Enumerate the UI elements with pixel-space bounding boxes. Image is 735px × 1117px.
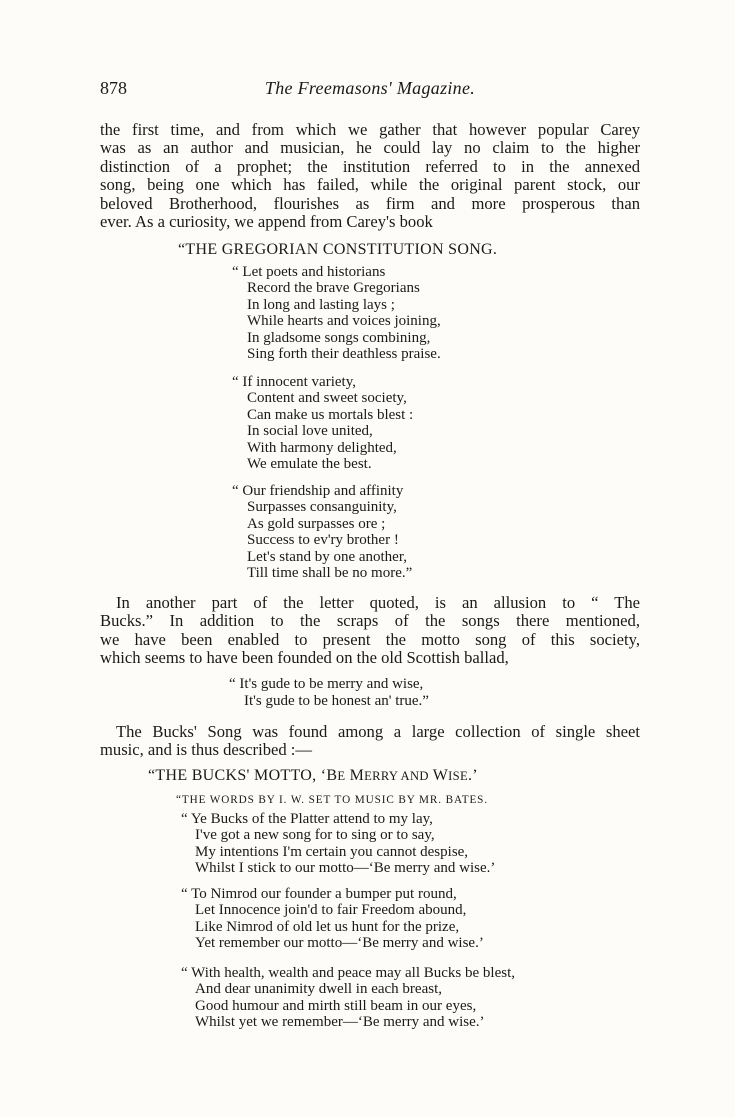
song-description-paragraph bbox=[100, 723, 640, 760]
text-line: song, being one which has failed, while the original parent stock, our bbox=[100, 175, 640, 195]
verse-line: “ Our friendship and affinity bbox=[232, 483, 404, 499]
verse-line: Good humour and mirth still beam in our eyes, bbox=[195, 997, 477, 1014]
verse-line: Surpasses consanguinity, bbox=[247, 499, 397, 516]
verse-line: Let's stand by one another, bbox=[247, 548, 407, 565]
verse-line: And dear unanimity dwell in each breast, bbox=[195, 981, 443, 998]
text-line: the first time, and from which we gather that however popular Carey bbox=[100, 120, 640, 139]
verse-line: With harmony delighted, bbox=[247, 439, 397, 456]
verse-line: “ Let poets and historians bbox=[232, 264, 386, 280]
verse-line: In long and lasting lays ; bbox=[247, 296, 395, 313]
verse-line: I've got a new song for to sing or to say, bbox=[195, 827, 435, 844]
verse-line: Success to ev'ry brother ! bbox=[247, 532, 399, 549]
verse-line: “ Ye Bucks of the Platter attend to my lay, bbox=[181, 811, 433, 827]
verse-line: It's gude to be honest an' true.” bbox=[244, 693, 429, 709]
bucks-stanza-1 bbox=[181, 811, 495, 877]
verse-line: Can make us mortals blest : bbox=[247, 406, 414, 423]
verse-line: Record the brave Gregorians bbox=[247, 280, 420, 297]
text-line: distinction of a prophet; the institution referred to in the annexed bbox=[100, 156, 640, 176]
verse-line: Sing forth their deathless praise. bbox=[247, 346, 441, 363]
text-line: ever. As a curiosity, we append from Carey's book bbox=[100, 212, 433, 232]
scottish-ballad-quote bbox=[229, 676, 429, 710]
verse-line: “ It's gude to be merry and wise, bbox=[229, 676, 424, 692]
text-line: In another part of the letter quoted, is an allusion to “ The bbox=[116, 593, 640, 612]
verse-line: “ With health, wealth and peace may all Bucks be blest, bbox=[181, 965, 516, 981]
verse-line: My intentions I'm certain you cannot despise, bbox=[195, 843, 469, 860]
text-line: music, and is thus described :— bbox=[100, 740, 312, 760]
song-credits: “THE WORDS BY I. W. SET TO MUSIC BY MR. BATES. bbox=[176, 794, 489, 806]
verse-line: Like Nimrod of old let us hunt for the prize, bbox=[195, 918, 460, 935]
bucks-stanza-3 bbox=[181, 965, 515, 1031]
bucks-motto-title: “THE BUCKS' MOTTO, ‘BE MERRY AND WISE.’ bbox=[148, 767, 478, 784]
gregorian-song-title: “THE GREGORIAN CONSTITUTION SONG. bbox=[178, 241, 498, 258]
bucks-paragraph bbox=[100, 594, 640, 668]
verse-line: Whilst yet we remember—‘Be merry and wise.’ bbox=[195, 1014, 485, 1031]
gregorian-stanza-2 bbox=[232, 374, 413, 472]
gregorian-stanza-3 bbox=[232, 483, 412, 581]
text-line: beloved Brotherhood, flourishes as firm and more prosperous than bbox=[100, 193, 640, 213]
verse-line: Let Innocence join'd to fair Freedom abound, bbox=[195, 902, 467, 919]
verse-line: In gladsome songs combining, bbox=[247, 329, 431, 346]
verse-line: Whilst I stick to our motto—‘Be merry and wise.’ bbox=[195, 860, 496, 877]
verse-line: Till time shall be no more.” bbox=[247, 565, 413, 582]
verse-line: While hearts and voices joining, bbox=[247, 313, 441, 330]
text-line: which seems to have been founded on the old Scottish ballad, bbox=[100, 648, 509, 668]
gregorian-stanza-1 bbox=[232, 264, 441, 362]
intro-paragraph bbox=[100, 121, 640, 231]
page-number: 878 bbox=[100, 78, 127, 98]
bucks-stanza-2 bbox=[181, 886, 484, 952]
page-header bbox=[100, 78, 640, 102]
verse-line: “ To Nimrod our founder a bumper put round, bbox=[181, 886, 457, 902]
verse-line: Content and sweet society, bbox=[247, 390, 407, 407]
text-line: The Bucks' Song was found among a large collection of single sheet bbox=[116, 722, 640, 741]
verse-line: In social love united, bbox=[247, 423, 373, 440]
verse-line: As gold surpasses ore ; bbox=[247, 515, 386, 532]
text-line: Bucks.” In addition to the scraps of the songs there mentioned, bbox=[100, 611, 640, 631]
text-line: was as an author and musician, he could lay no claim to the higher bbox=[100, 138, 640, 158]
verse-line: We emulate the best. bbox=[247, 456, 372, 473]
text-line: we have been enabled to present the motto song of this society, bbox=[100, 629, 640, 649]
verse-line: Yet remember our motto—‘Be merry and wise.’ bbox=[195, 935, 484, 952]
verse-line: “ If innocent variety, bbox=[232, 374, 356, 390]
running-title: The Freemasons' Magazine. bbox=[264, 78, 476, 98]
